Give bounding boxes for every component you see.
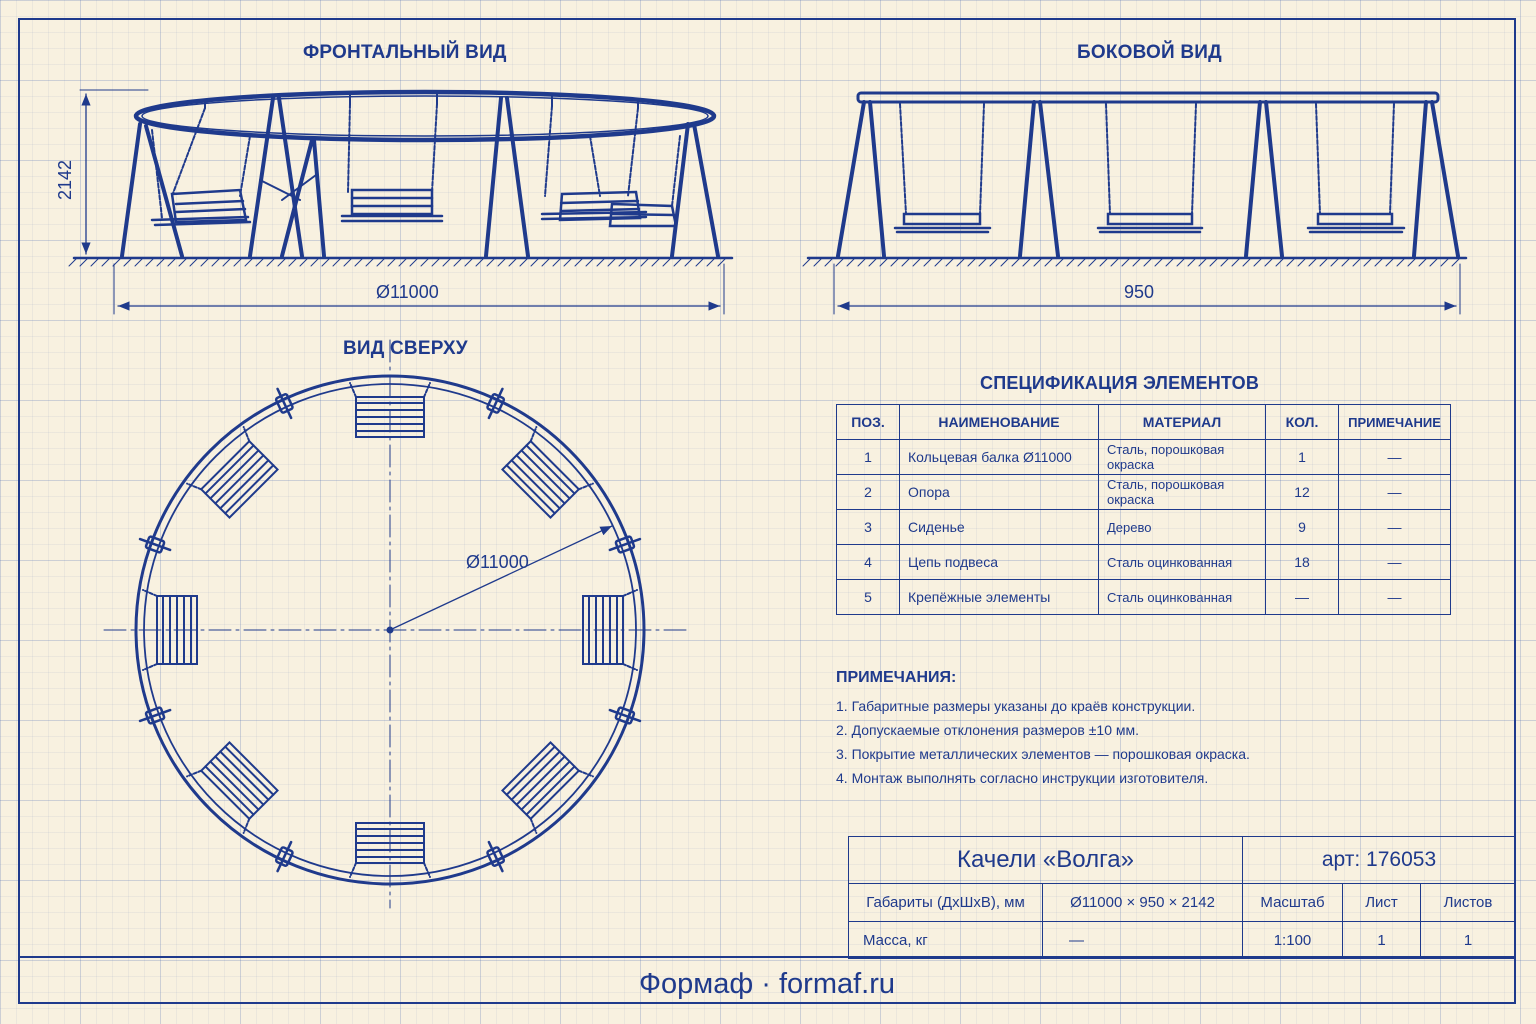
spec-cell: 12 — [1266, 475, 1339, 510]
spec-cell: Сталь, порошковая окраска — [1099, 440, 1266, 475]
top-view-title: ВИД СВЕРХУ — [343, 338, 468, 359]
spec-cell: Сиденье — [900, 510, 1099, 545]
spec-cell: — — [1339, 580, 1451, 615]
sheet-value: 1 — [1343, 922, 1421, 959]
spec-cell: — — [1339, 510, 1451, 545]
notes-block — [836, 666, 1250, 790]
specification-table — [836, 404, 1451, 615]
note-item: 4. Монтаж выполнять согласно инструкции изготовителя. — [836, 770, 1209, 786]
seat-mark — [187, 738, 282, 833]
dims-value: Ø11000 × 950 × 2142 — [1043, 884, 1243, 922]
spec-col-name: НАИМЕНОВАНИЕ — [900, 405, 1099, 440]
notes-title: ПРИМЕЧАНИЯ: — [836, 669, 957, 686]
spec-cell: — — [1339, 545, 1451, 580]
spec-cell: Сталь оцинкованная — [1099, 580, 1266, 615]
mass-label: Масса, кг — [849, 922, 1043, 959]
spec-cell: 1 — [837, 440, 900, 475]
sheets-label: Листов — [1421, 884, 1516, 922]
spec-cell: 5 — [837, 580, 900, 615]
spec-cell: Крепёжные элементы — [900, 580, 1099, 615]
spec-col-pos: ПОЗ. — [837, 405, 900, 440]
mass-value: — — [1043, 922, 1243, 959]
spec-cell: Дерево — [1099, 510, 1266, 545]
note-item: 3. Покрытие металлических элементов — порошковая окраска. — [836, 746, 1250, 762]
sheets-value: 1 — [1421, 922, 1516, 959]
table-row — [837, 440, 1451, 475]
table-row — [837, 475, 1451, 510]
footer-brand: Формаф · formaf.ru — [18, 956, 1516, 1004]
spec-cell: Кольцевая балка Ø11000 — [900, 440, 1099, 475]
product-name: Качели «Волга» — [849, 837, 1243, 884]
scale-label: Масштаб — [1243, 884, 1343, 922]
side-view-title: БОКОВОЙ ВИД — [1077, 42, 1222, 63]
scale-value: 1:100 — [1243, 922, 1343, 959]
spec-cell: — — [1339, 440, 1451, 475]
spec-cell: 1 — [1266, 440, 1339, 475]
spec-col-qty: КОЛ. — [1266, 405, 1339, 440]
front-view-title: ФРОНТАЛЬНЫЙ ВИД — [303, 42, 507, 63]
seat-mark — [187, 427, 282, 522]
seat-mark — [498, 738, 593, 833]
spec-header-row — [837, 405, 1451, 440]
spec-title: СПЕЦИФИКАЦИЯ ЭЛЕМЕНТОВ — [980, 373, 1260, 393]
side-view-drawing — [803, 93, 1466, 314]
spec-col-material: МАТЕРИАЛ — [1099, 405, 1266, 440]
table-row — [837, 545, 1451, 580]
front-width-dimension: Ø11000 — [376, 282, 439, 302]
spec-cell: — — [1266, 580, 1339, 615]
note-item: 1. Габаритные размеры указаны до краёв конструкции. — [836, 698, 1196, 714]
table-row — [837, 510, 1451, 545]
spec-col-note: ПРИМЕЧАНИЕ — [1339, 405, 1451, 440]
spec-cell: Сталь оцинкованная — [1099, 545, 1266, 580]
table-row — [837, 580, 1451, 615]
spec-cell: — — [1339, 475, 1451, 510]
title-block — [848, 836, 1516, 959]
dims-label: Габариты (ДхШхВ), мм — [849, 884, 1043, 922]
top-diameter-dimension: Ø11000 — [466, 552, 529, 572]
sheet-label: Лист — [1343, 884, 1421, 922]
note-item: 2. Допускаемые отклонения размеров ±10 мм. — [836, 722, 1140, 738]
top-view-drawing — [104, 340, 690, 908]
spec-cell: 3 — [837, 510, 900, 545]
spec-cell: Опора — [900, 475, 1099, 510]
spec-cell: Сталь, порошковая окраска — [1099, 475, 1266, 510]
spec-cell: 4 — [837, 545, 900, 580]
seat-mark — [498, 427, 593, 522]
front-height-dimension: 2142 — [55, 159, 75, 200]
article-number: арт: 176053 — [1243, 837, 1516, 884]
spec-cell: 18 — [1266, 545, 1339, 580]
front-view-drawing — [69, 90, 732, 314]
spec-cell: 2 — [837, 475, 900, 510]
side-width-dimension: 950 — [1124, 282, 1155, 302]
spec-cell: 9 — [1266, 510, 1339, 545]
spec-cell: Цепь подвеса — [900, 545, 1099, 580]
